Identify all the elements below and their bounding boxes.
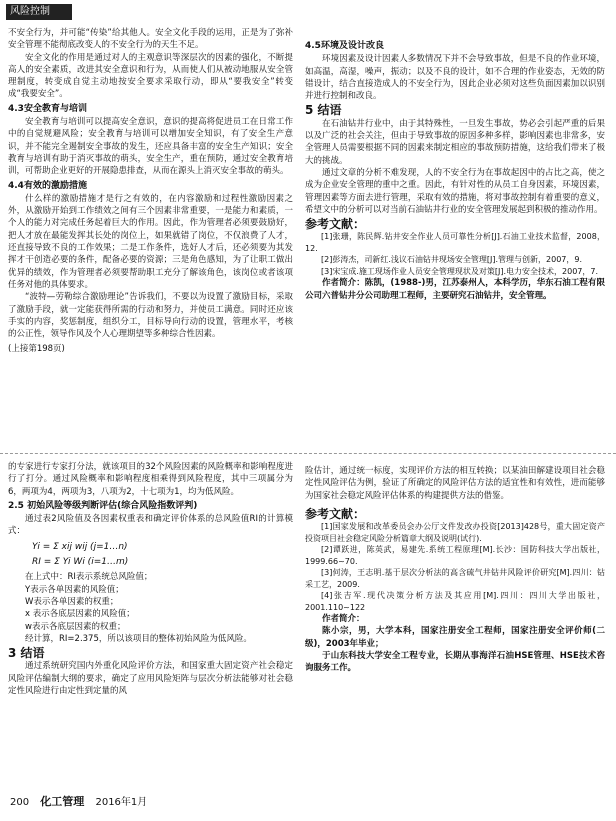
journal-name: 化工管理 <box>40 795 85 808</box>
reference-item: [3]何涛，王志明.基于层次分析法的高含硫气井钻井风险评价研究[M].四川：钻采工艺，2009. <box>305 568 605 589</box>
author-title: 作者简介： <box>322 614 365 625</box>
reference-list <box>305 521 605 613</box>
left-top-column <box>8 27 293 356</box>
paragraph: 经计算，RI=2.375，所以该项目的整体初始风险为低风险。 <box>25 633 252 644</box>
formula-ri: RI = Σ Yi Wi (i=1…m) <box>32 557 129 568</box>
reference-item: [4]张吉军.现代决策分析方法及其应用[M].四川：四川大学出版社，2001.110~122 <box>305 591 605 612</box>
definition: W表示各单因素的权重； <box>25 596 119 607</box>
definition: 在上式中：RI表示系统总风险值； <box>25 572 153 583</box>
definition: w表示各底层因素的权重； <box>25 621 126 632</box>
paragraph: 的专家进行专家打分法，就该项目的32个风险因素的风险概率和影响程度进行了打分。通过风险概率和影响程度相乘得到风险程度，其中三项属分为6，两项为4，两项为3，八项为2，十七项为1，均为低风险。 <box>8 462 293 497</box>
paragraph: 险估计，通过统一标度，实现评价方法的相互转换；以某油田解建设项目社会稳定性风险评估为例，验证了所确定的风险评估方法的适宜性和有效性，进而能够为国家社会稳定风险评估体系的构建提供方法的借鉴。 <box>305 466 605 501</box>
heading-4-5: 4.5环境及设计改良 <box>305 41 384 51</box>
reference-item: [1]国家发展和改革委员会办公厅文件发改办投资[2013]428号，重大固定资产投资项目社会稳定风险分析篇章大纲及说明(试行). <box>305 522 605 543</box>
heading-conclusion: 3 结语 <box>8 646 45 661</box>
section-tag: 风险控制 <box>6 4 72 20</box>
paragraph: 安全文化的作用是通过对人的主观意识等深层次的因素的强化，不断提高人的安全素质，改进其安全意识和行为，从而使人们从被动地服从安全管理制度，转变成自觉主动地按安全要求采取行动，即从“要我安全”转变成“我要安全”。 <box>8 52 293 100</box>
paragraph: 通过表2风险值及各因素权重表和确定评价体系的总风险值RI的计算模式： <box>8 514 293 537</box>
paragraph: 通过文章的分析不难发现，人的不安全行为在事故起因中的占比之高，使之成为企业安全管理的重中之重。因此，有针对性的从员工自身因素，环境因素，管理因素等方面去进行管理，采取有效的措施，将对事故控制有着重要的意义，希望文中的分析可以对当前石油钻井行业的安全管理发展起到积极的推动作用。 <box>305 167 605 215</box>
definition: x 表示各底层因素的风险值； <box>25 609 135 620</box>
paragraph: “波特—劳勒综合激励理论”告诉我们，不要以为设置了激励目标，采取了激励手段，就一定能获得所需的行动和努力，并使员工满意。同时还应该手实的内容，奖惩制度，组织分工，目标导向行动的设置，管理水平，考核的公正性，领导作风及个人心理期望等多种综合性因素。 <box>8 292 293 340</box>
heading-4-4: 4.4有效的激励措施 <box>8 180 87 191</box>
author-bio: 陈小宗，男，大学本科，国家注册安全工程师，国家注册安全评价师(二级)，2003年毕业； <box>305 626 605 649</box>
paragraph: 什么样的激励措施才是行之有效的，在内容激励和过程性激励因素之外，从激励开始到工作绩效之间有三个因素非常重要，一是能力和素质，一个人的能力对完成任务起着巨大的作用。因此，作为管理者必须要鼓励好，把人才放在最能发挥其长处的岗位上，如果就错了岗位，不仅浪费了人才，还直接导致不良的工作效果；二是工作条件，选好人才后，还必须要为其发挥才干创造必要的条件，配备必要的资源；三是角色感知，为了让职工做出优异的绩效，作为管理者必须要帮助职工充分了解该角色，该岗位或者该项任务对他的具体要求。 <box>8 193 293 290</box>
reference-item: [1]张珊，陈民辉.钻井安全作业人员可靠性分析[J].石油工业技术监督，2008，12. <box>305 232 605 253</box>
paragraph: 不安全行为，并可能“传染”给其他人。安全文化手段的运用，正是为了弥补安全管理不能彻底改变人的不安全行为的天生不足。 <box>8 28 293 51</box>
references-title: 参考文献： <box>305 217 366 232</box>
heading-4-3: 4.3安全教育与培训 <box>8 103 87 114</box>
paragraph: 在石油钻井行业中，由于其特殊性，一旦发生事故，势必会引起严重的后果以及广泛的社会关注，但由于导致事故的原因多种多样，影响因素也非常多，安全管理人员需要根据不同的因素来制定相应的事故预防措施，这给我们带来了极大的挑战。 <box>305 118 605 166</box>
reference-item: [2]彭涛杰，司新红.浅议石油钻井现场安全管理[J].管理与创新，2007，9. <box>321 255 583 265</box>
right-top-column <box>305 38 605 302</box>
author-bio: 于山东科技大学安全工程专业，长期从事海洋石油HSE管理、HSE技术咨询服务工作。 <box>305 651 605 674</box>
section-divider <box>0 453 616 454</box>
page-number: 200 <box>10 797 30 808</box>
paragraph: 环境因素及设计因素人多数情况下并不会导致事故，但是不良的作业环境，如高温，高湿，噪声，振动；以及不良的设计，如不合理的作业姿态，无效的防错设计，结合直接造成人的不安全行为，因此企业必须对这些负面因素加以识别并进行控制和改良。 <box>305 54 605 102</box>
left-bottom-column <box>8 461 293 697</box>
reference-item: [2]谭跃进，陈英武，易建先.系统工程原理[M].长沙：国防科技大学出版社，1999.66~70. <box>305 545 605 566</box>
paragraph: 通过系统研究国内外重化风险评价方法，和国家重大固定资产社会稳定风险评估编制大纲的要求，确定了应用风险矩阵与层次分析法能够对社会稳定性风险进行由定性到定量的风 <box>8 661 293 697</box>
reference-item: [3]宋宝成.施工现场作业人员安全管理现状及对策[J].电力安全技术，2007，7. <box>321 266 599 276</box>
heading-conclusion: 5 结语 <box>305 103 342 118</box>
references-title: 参考文献： <box>305 506 366 521</box>
reference-list <box>305 231 605 277</box>
heading-2-5: 2.5 初始风险等级判断评估(综合风险指数评判) <box>8 500 198 511</box>
paragraph: 安全教育与培训可以提高安全意识，意识的提高将促进员工在日常工作中的自觉规避风险；安全教育与培训可以增加安全知识，有了安全生产意识，并不能完全遏制安全事故的发生，还应具备丰富的安全生产知识；安全教育与培训有助于消灭事故的萌头，安全生产，重在预防，通过安全教育培训，可帮助企业更好的开展隐患排查，从而在源头上消灭安全事故的萌头。 <box>8 117 293 177</box>
author-bio: 作者简介：陈凯，(1988-)男，江苏泰州人，本科学历，华东石油工程有限公司六普钻井分公司助理工程师，主要研究石油钻井，安全管理。 <box>305 278 605 301</box>
definition: Y表示各单因素的风险值； <box>25 584 124 595</box>
right-bottom-column <box>305 465 605 675</box>
issue-date: 2016年1月 <box>95 797 148 808</box>
continued-note: (上接第198页) <box>8 344 65 355</box>
formula-yi: Yi = Σ xij wij (j=1…n) <box>32 541 128 552</box>
page-footer <box>10 793 147 809</box>
